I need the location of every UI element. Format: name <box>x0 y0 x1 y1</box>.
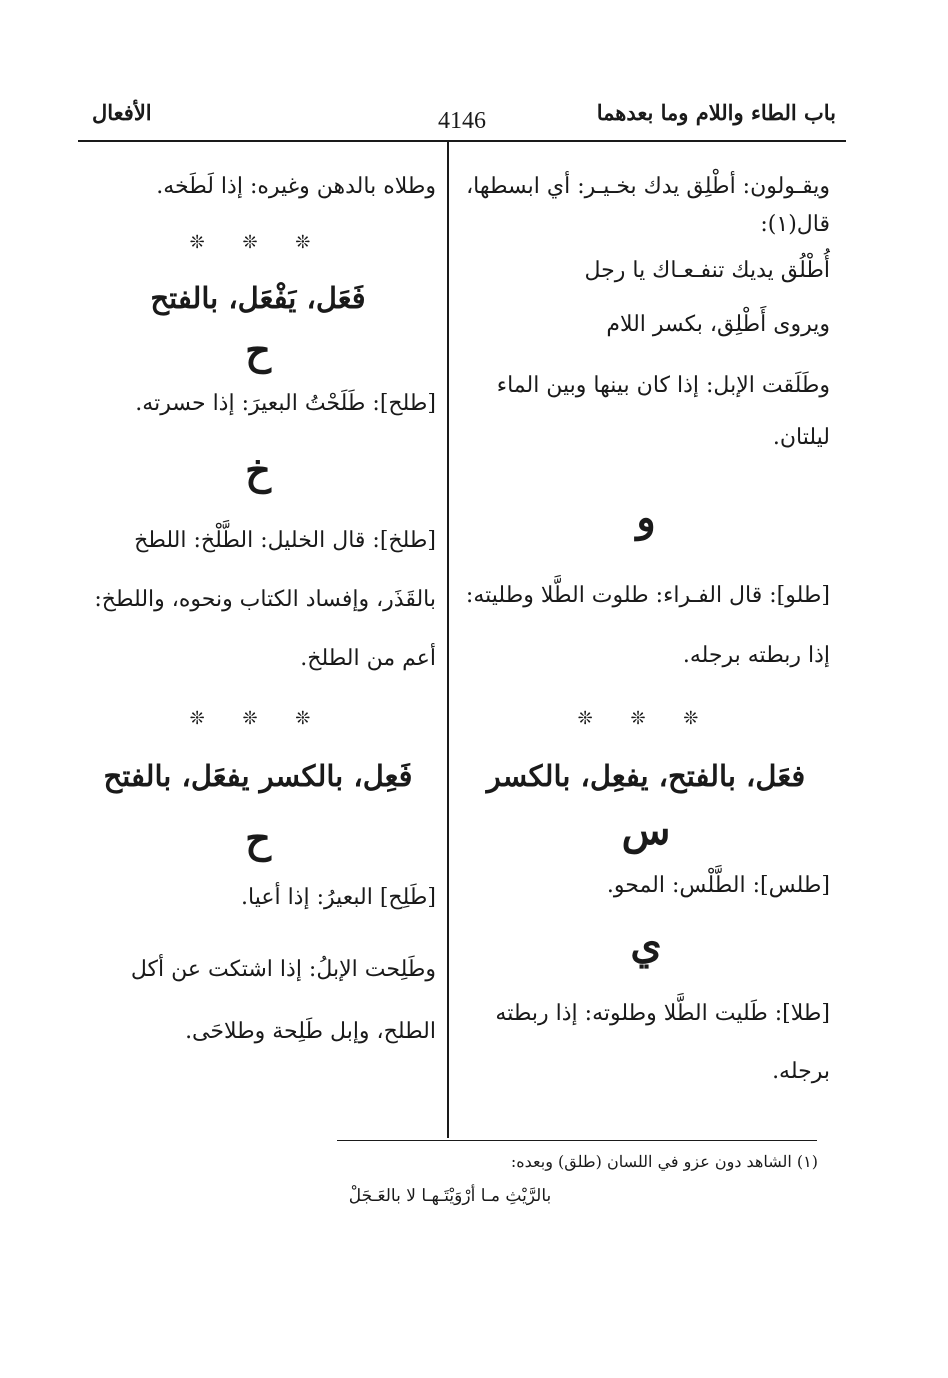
verb-pattern-heading: فَعَل، يَفْعَل، بالفتح <box>150 281 366 315</box>
footnote-rule <box>337 1140 817 1141</box>
section-separator: ❊ ❊ ❊ <box>189 708 327 729</box>
verse-line: أُطْلُق يديك تنفـعـاك يا رجل <box>584 258 830 283</box>
column-divider <box>447 142 449 1138</box>
header-rule <box>78 140 846 142</box>
entry-paragraph: [طَلِح] البعيرُ: إذا أعيا. <box>241 885 436 910</box>
letter-heading: و <box>636 494 656 541</box>
verb-pattern-heading: فعَل، بالفتح، يفعِل، بالكسر <box>486 759 806 793</box>
entry-paragraph: [طلح]: طَلَحْتُ البعيرَ: إذا حسرته. <box>135 391 436 416</box>
letter-heading: ي <box>630 921 662 968</box>
entry-paragraph: [طلو]: قال الفـراء: طلوت الطَّلا وطليته: إذا ربطته برجله. <box>465 583 830 668</box>
letter-heading: س <box>621 807 671 854</box>
entry-paragraph: [طلا]: طَليت الطَّلا وطلوته: إذا ربطته برجله. <box>495 1001 830 1084</box>
right-column <box>462 168 830 1101</box>
paragraph: ويقـولون: أطْلِق يدك بخـيـر: أي ابسطها، قال(١): <box>466 174 830 237</box>
footnote-text: (١) الشاهد دون عزو في اللسان (طلق) وبعده: <box>510 1152 818 1171</box>
running-header-section: الأفعال <box>92 100 152 125</box>
page-number: 4146 <box>438 108 486 134</box>
section-separator: ❊ ❊ ❊ <box>577 708 715 729</box>
paragraph: وطَلَقت الإبل: إذا كان بينها وبين الماء ليلتان. <box>496 373 830 450</box>
section-separator: ❊ ❊ ❊ <box>189 232 327 253</box>
paragraph: ويروى أَطْلِق، بكسر اللام <box>606 312 830 337</box>
entry-paragraph: [طلخ]: قال الخليل: الطَّلْخ: اللطخ بالقَذَر، وإفساد الكتاب ونحوه، واللطخ: أعم من الطلخ. <box>94 528 436 671</box>
entry-paragraph: [طلس]: الطَّلْس: المحو. <box>606 873 830 898</box>
letter-heading: ح <box>245 327 271 374</box>
letter-heading: خ <box>245 447 271 494</box>
left-column <box>80 168 436 1063</box>
letter-heading: ح <box>245 815 271 862</box>
verb-pattern-heading: فَعِل، بالكسر يفعَل، بالفتح <box>103 759 413 793</box>
footnote-verse: بالرَّيْثِ مـا أرْوَيْتَـهـا لا بالعَـجَلْ <box>348 1186 552 1206</box>
running-header-chapter: باب الطاء واللام وما بعدهما <box>596 100 836 125</box>
entry-paragraph: وطَلِحت الإبلُ: إذا اشتكت عن أكل الطلح، وإبل طَلِحة وطلاحَى. <box>130 957 436 1044</box>
paragraph: وطلاه بالدهن وغيره: إذا لَطَخه. <box>156 174 436 199</box>
